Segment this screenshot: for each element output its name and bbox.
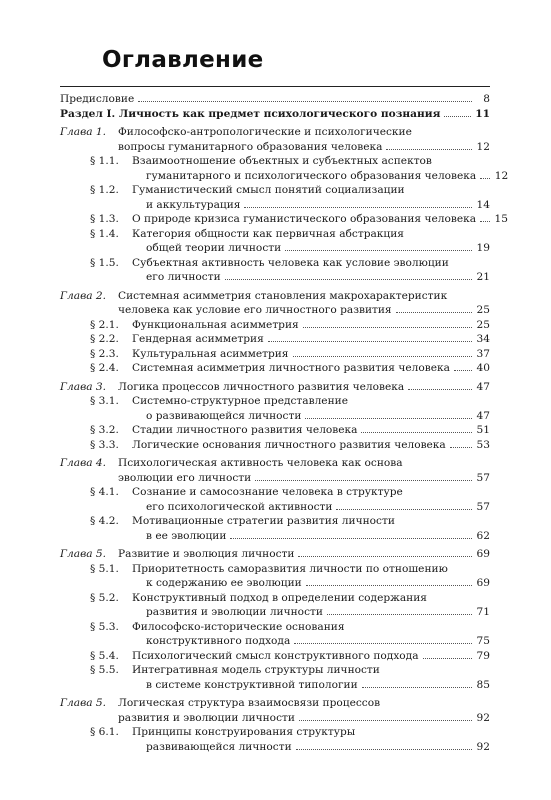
page-number: 69 <box>476 577 490 589</box>
dot-leader <box>285 250 472 251</box>
entry-title: развития и эволюции личности <box>146 606 323 618</box>
toc-entry <box>60 394 490 423</box>
page-number: 34 <box>476 333 490 345</box>
entry-title: Принципы конструирования структуры <box>132 726 356 738</box>
entry-title: Предисловие <box>60 93 135 105</box>
page-number: 11 <box>475 107 490 120</box>
entry-title: его личности <box>146 271 221 283</box>
toc-list <box>60 92 509 754</box>
page-number: 40 <box>476 362 490 374</box>
entry-title: в ее эволюции <box>146 529 227 542</box>
section-number: § 1.2. <box>90 184 119 196</box>
dot-leader <box>450 447 472 448</box>
entry-title: Логика процессов личностного развития человека <box>118 380 405 393</box>
entry-title: общей теории личности <box>146 242 282 254</box>
dot-leader <box>336 509 472 510</box>
section-number: § 2.1. <box>90 318 119 331</box>
toc-entry <box>60 423 490 438</box>
entry-title: Мотивационные стратегии развития личности <box>132 515 395 527</box>
section-number: § 2.3. <box>90 347 119 360</box>
dot-leader <box>296 749 472 750</box>
toc-entry <box>60 289 490 318</box>
dot-leader <box>293 356 473 357</box>
page-number: 15 <box>494 213 509 225</box>
page-number: 57 <box>476 471 490 484</box>
dot-leader <box>327 614 472 615</box>
entry-title: Стадии личностного развития человека <box>132 424 358 436</box>
dot-leader <box>361 432 472 433</box>
entry-title: Философско-антропологические и психологические <box>118 126 412 138</box>
entry-title: Системная асимметрия личностного развития человека <box>132 362 450 374</box>
toc-entry <box>60 347 490 362</box>
entry-title: развивающейся личности <box>146 740 292 753</box>
dot-leader <box>454 370 472 371</box>
entry-title: Логическая структура взаимосвязи процессов <box>118 697 381 709</box>
section-number: § 4.1. <box>90 486 119 498</box>
toc-entry <box>60 696 490 725</box>
entry-title: Функциональная асимметрия <box>132 318 299 331</box>
dot-leader <box>408 389 472 390</box>
toc-entry <box>60 332 490 347</box>
page-number: 75 <box>476 635 490 647</box>
entry-title: развития и эволюции личности <box>118 711 295 724</box>
page-number: 51 <box>476 424 490 436</box>
dot-leader <box>480 221 490 222</box>
page-number: 47 <box>476 409 490 422</box>
toc-entry <box>60 663 490 692</box>
page-number: 8 <box>483 93 490 105</box>
heading-rule <box>60 86 490 87</box>
toc-entry <box>60 154 509 183</box>
entry-title: его психологической активности <box>146 500 333 513</box>
page-number: 53 <box>476 438 490 451</box>
toc-entry <box>60 456 490 485</box>
toc-heading: Оглавление <box>102 47 264 73</box>
entry-title: человека как условие его личностного развития <box>118 304 392 316</box>
page-number: 85 <box>476 678 490 691</box>
toc-entry <box>60 725 490 754</box>
page-number: 25 <box>476 318 490 331</box>
toc-entry <box>60 620 490 649</box>
section-number: § 2.4. <box>90 362 119 374</box>
toc-entry <box>60 547 490 562</box>
section-number: § 5.1. <box>90 562 119 575</box>
entry-title: Субъектная активность человека как условие эволюции <box>132 256 449 269</box>
entry-title: Психологическая активность человека как основа <box>118 457 403 469</box>
section-number: § 2.2. <box>90 333 119 345</box>
chapter-number: Глава 1. <box>60 126 107 138</box>
dot-leader <box>294 643 472 644</box>
dot-leader <box>423 658 472 659</box>
dot-leader <box>298 556 472 557</box>
entry-title: в системе конструктивной типологии <box>146 678 358 691</box>
entry-title: Гуманистический смысл понятий социализации <box>132 184 405 196</box>
toc-entry <box>60 212 509 227</box>
page-number: 19 <box>476 242 490 254</box>
dot-leader <box>362 687 472 688</box>
entry-title: Взаимоотношение объектных и субъектных аспектов <box>132 155 432 167</box>
page-number: 37 <box>476 347 490 360</box>
dot-leader <box>268 341 472 342</box>
section-number: § 3.3. <box>90 438 119 451</box>
entry-title: и аккультурация <box>146 198 241 211</box>
section-number: § 1.5. <box>90 256 119 269</box>
entry-title: Раздел I. Личность как предмет психологического познания <box>60 107 441 120</box>
entry-title: Гендерная асимметрия <box>132 333 264 345</box>
toc-entry <box>60 361 490 376</box>
toc-entry <box>60 562 490 591</box>
section-number: § 4.2. <box>90 515 119 527</box>
dot-leader <box>396 312 472 313</box>
dot-leader <box>305 418 472 419</box>
page-number: 92 <box>476 711 490 724</box>
entry-title: эволюции его личности <box>118 471 252 484</box>
section-number: § 5.2. <box>90 591 119 604</box>
page-number: 21 <box>476 271 490 283</box>
dot-leader <box>306 585 472 586</box>
chapter-number: Глава 4. <box>60 457 107 469</box>
entry-title: Философско-исторические основания <box>132 620 345 633</box>
page-number: 57 <box>476 500 490 513</box>
toc-entry <box>60 514 490 543</box>
page-number: 25 <box>476 304 490 316</box>
dot-leader <box>138 101 472 102</box>
toc-entry <box>60 227 490 256</box>
dot-leader <box>444 116 471 117</box>
chapter-number: Глава 2. <box>60 289 107 302</box>
section-number: § 1.4. <box>90 227 119 240</box>
entry-title: о развивающейся личности <box>146 409 302 422</box>
toc-entry <box>60 183 490 212</box>
toc-entry <box>60 92 490 107</box>
entry-title: О природе кризиса гуманистического образования человека <box>132 213 477 225</box>
page-number: 12 <box>494 169 509 182</box>
entry-title: к содержанию ее эволюции <box>146 577 302 589</box>
section-number: § 3.1. <box>90 395 119 407</box>
entry-title: Системно-структурное представление <box>132 395 348 407</box>
toc-entry <box>60 649 490 664</box>
entry-title: Культуральная асимметрия <box>132 347 289 360</box>
dot-leader <box>244 207 472 208</box>
page-number: 92 <box>476 740 490 753</box>
toc-entry <box>60 438 490 453</box>
entry-title: Конструктивный подход в определении содержания <box>132 591 427 604</box>
section-number: § 6.1. <box>90 726 119 738</box>
entry-title: Интегративная модель структуры личности <box>132 664 380 676</box>
entry-title: Категория общности как первичная абстракция <box>132 227 404 240</box>
section-number: § 5.4. <box>90 649 119 662</box>
entry-title: Сознание и самосознание человека в структуре <box>132 486 403 498</box>
page-number: 71 <box>476 606 490 618</box>
dot-leader <box>230 538 472 539</box>
page-number: 62 <box>476 529 490 542</box>
toc-entry <box>60 318 490 333</box>
page-number: 69 <box>476 548 490 560</box>
chapter-number: Глава 5. <box>60 697 107 709</box>
entry-title: Системная асимметрия становления макрохарактеристик <box>118 289 448 302</box>
section-number: § 3.2. <box>90 424 119 436</box>
section-number: § 5.3. <box>90 620 119 633</box>
chapter-number: Глава 5. <box>60 548 107 560</box>
page-number: 79 <box>476 649 490 662</box>
page-number: 47 <box>476 380 490 393</box>
section-number: § 5.5. <box>90 664 119 676</box>
dot-leader <box>255 480 472 481</box>
entry-title: вопросы гуманитарного образования человека <box>118 140 383 153</box>
chapter-number: Глава 3. <box>60 380 107 393</box>
toc-entry <box>60 125 490 154</box>
entry-title: конструктивного подхода <box>146 635 291 647</box>
entry-title: гуманитарного и психологического образования человека <box>146 169 477 182</box>
page-number: 12 <box>476 140 490 153</box>
dot-leader <box>225 279 472 280</box>
page-number: 14 <box>476 198 490 211</box>
section-number: § 1.1. <box>90 155 119 167</box>
dot-leader <box>299 720 472 721</box>
toc-entry <box>60 380 490 395</box>
dot-leader <box>386 149 472 150</box>
dot-leader <box>303 327 472 328</box>
entry-title: Приоритетность саморазвития личности по отношению <box>132 562 448 575</box>
entry-title: Психологический смысл конструктивного подхода <box>132 649 419 662</box>
entry-title: Развитие и эволюция личности <box>118 548 295 560</box>
entry-title: Логические основания личностного развития человека <box>132 438 446 451</box>
dot-leader <box>480 178 490 179</box>
toc-entry <box>60 485 490 514</box>
section-number: § 1.3. <box>90 213 119 225</box>
toc-entry <box>60 591 490 620</box>
toc-entry <box>60 107 490 122</box>
toc-entry <box>60 256 490 285</box>
